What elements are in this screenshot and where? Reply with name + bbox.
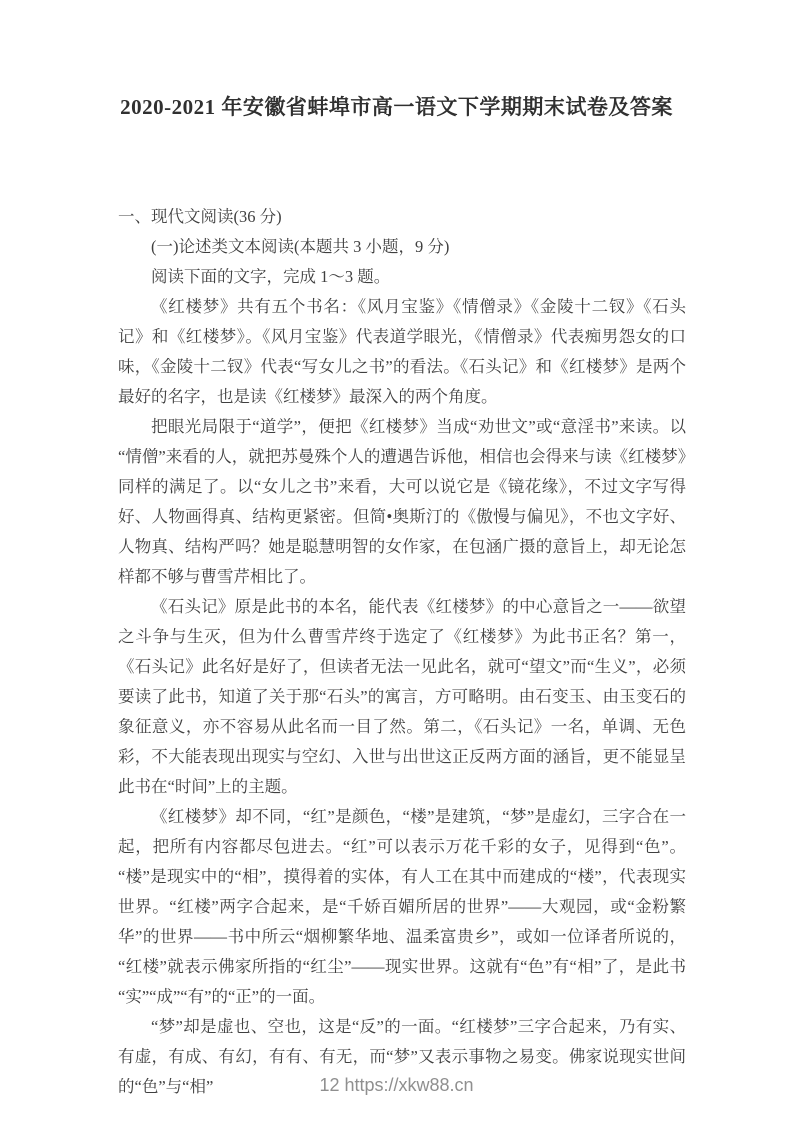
subsection-heading: (一)论述类文本阅读(本题共 3 小题，9 分) bbox=[151, 237, 450, 256]
document-title: 2020-2021 年安徽省蚌埠市高一语文下学期期末试卷及答案 bbox=[120, 95, 673, 119]
essay-paragraph-4: 《红楼梦》却不同，“红”是颜色，“楼”是建筑，“梦”是虚幻，三字合在一起，把所有内容都尽包进去。“红”可以表示万花千彩的女子，见得到“色”。“楼”是现实中的“相”，摸得着的实体，有人工在其中而建成的“楼”，代表现实世界。“红楼”两字合起来，是“千娇百媚所居的世界”——大观园，或“金粉繁华”的世界——书中所云“烟柳繁华地、温柔富贵乡”，或如一位译者所说的，“红楼”就表示佛家所指的“红尘”——现实世界。这就有“色”有“相”了，是此书“实”“成”“有”的“正”的一面。 bbox=[118, 807, 686, 1006]
document-body bbox=[118, 202, 686, 1102]
essay-paragraph-1: 《红楼梦》共有五个书名：《风月宝鉴》《情僧录》《金陵十二钗》《石头记》和《红楼梦》。《风月宝鉴》代表道学眼光，《情僧录》代表痴男怨女的口味，《金陵十二钗》代表“写女儿之书”的看法。《石头记》和《红楼梦》是两个最好的名字，也是读《红楼梦》最深入的两个角度。 bbox=[118, 297, 686, 406]
site-url: https://xkw88.cn bbox=[344, 1075, 474, 1095]
essay-paragraph-2: 把眼光局限于“道学”，便把《红楼梦》当成“劝世文”或“意淫书”来读。以“情僧”来看的人，就把苏曼殊个人的遭遇告诉他，相信也会得来与读《红楼梦》同样的满足了。以“女儿之书”来看，大可以说它是《镜花缘》，不过文字写得好、人物画得真、结构更紧密。但简•奥斯汀的《傲慢与偏见》，不也文字好、人物真、结构严吗？她是聪慧明智的女作家，在包涵广摄的意旨上，却无论怎样都不够与曹雪芹相比了。 bbox=[118, 417, 686, 586]
page-footer bbox=[0, 1074, 793, 1096]
essay-paragraph-3: 《石头记》原是此书的本名，能代表《红楼梦》的中心意旨之一——欲望之斗争与生灭，但为什么曹雪芹终于选定了《红楼梦》为此书正名？第一，《石头记》此名好是好了，但读者无法一见此名，就可“望文”而“生义”，必须要读了此书，知道了关于那“石头”的寓言，方可略明。由石变玉、由玉变石的象征意义，亦不容易从此名而一目了然。第二，《石头记》一名，单调、无色彩，不大能表现出现实与空幻、入世与出世这正反两方面的涵旨，更不能显呈此书在“时间”上的主题。 bbox=[118, 597, 686, 796]
page-number: 12 bbox=[319, 1075, 340, 1095]
essay-paragraph-5: “梦”却是虚也、空也，这是“反”的一面。“红楼梦”三字合起来，乃有实、有虚，有成、有幻，有有、有无，而“梦”又表示事物之易变。佛家说现实世间的“色”与“相” bbox=[118, 1017, 686, 1096]
section-heading: 一、现代文阅读(36 分) bbox=[118, 207, 282, 226]
reading-instruction: 阅读下面的文字，完成 1～3 题。 bbox=[151, 267, 391, 286]
